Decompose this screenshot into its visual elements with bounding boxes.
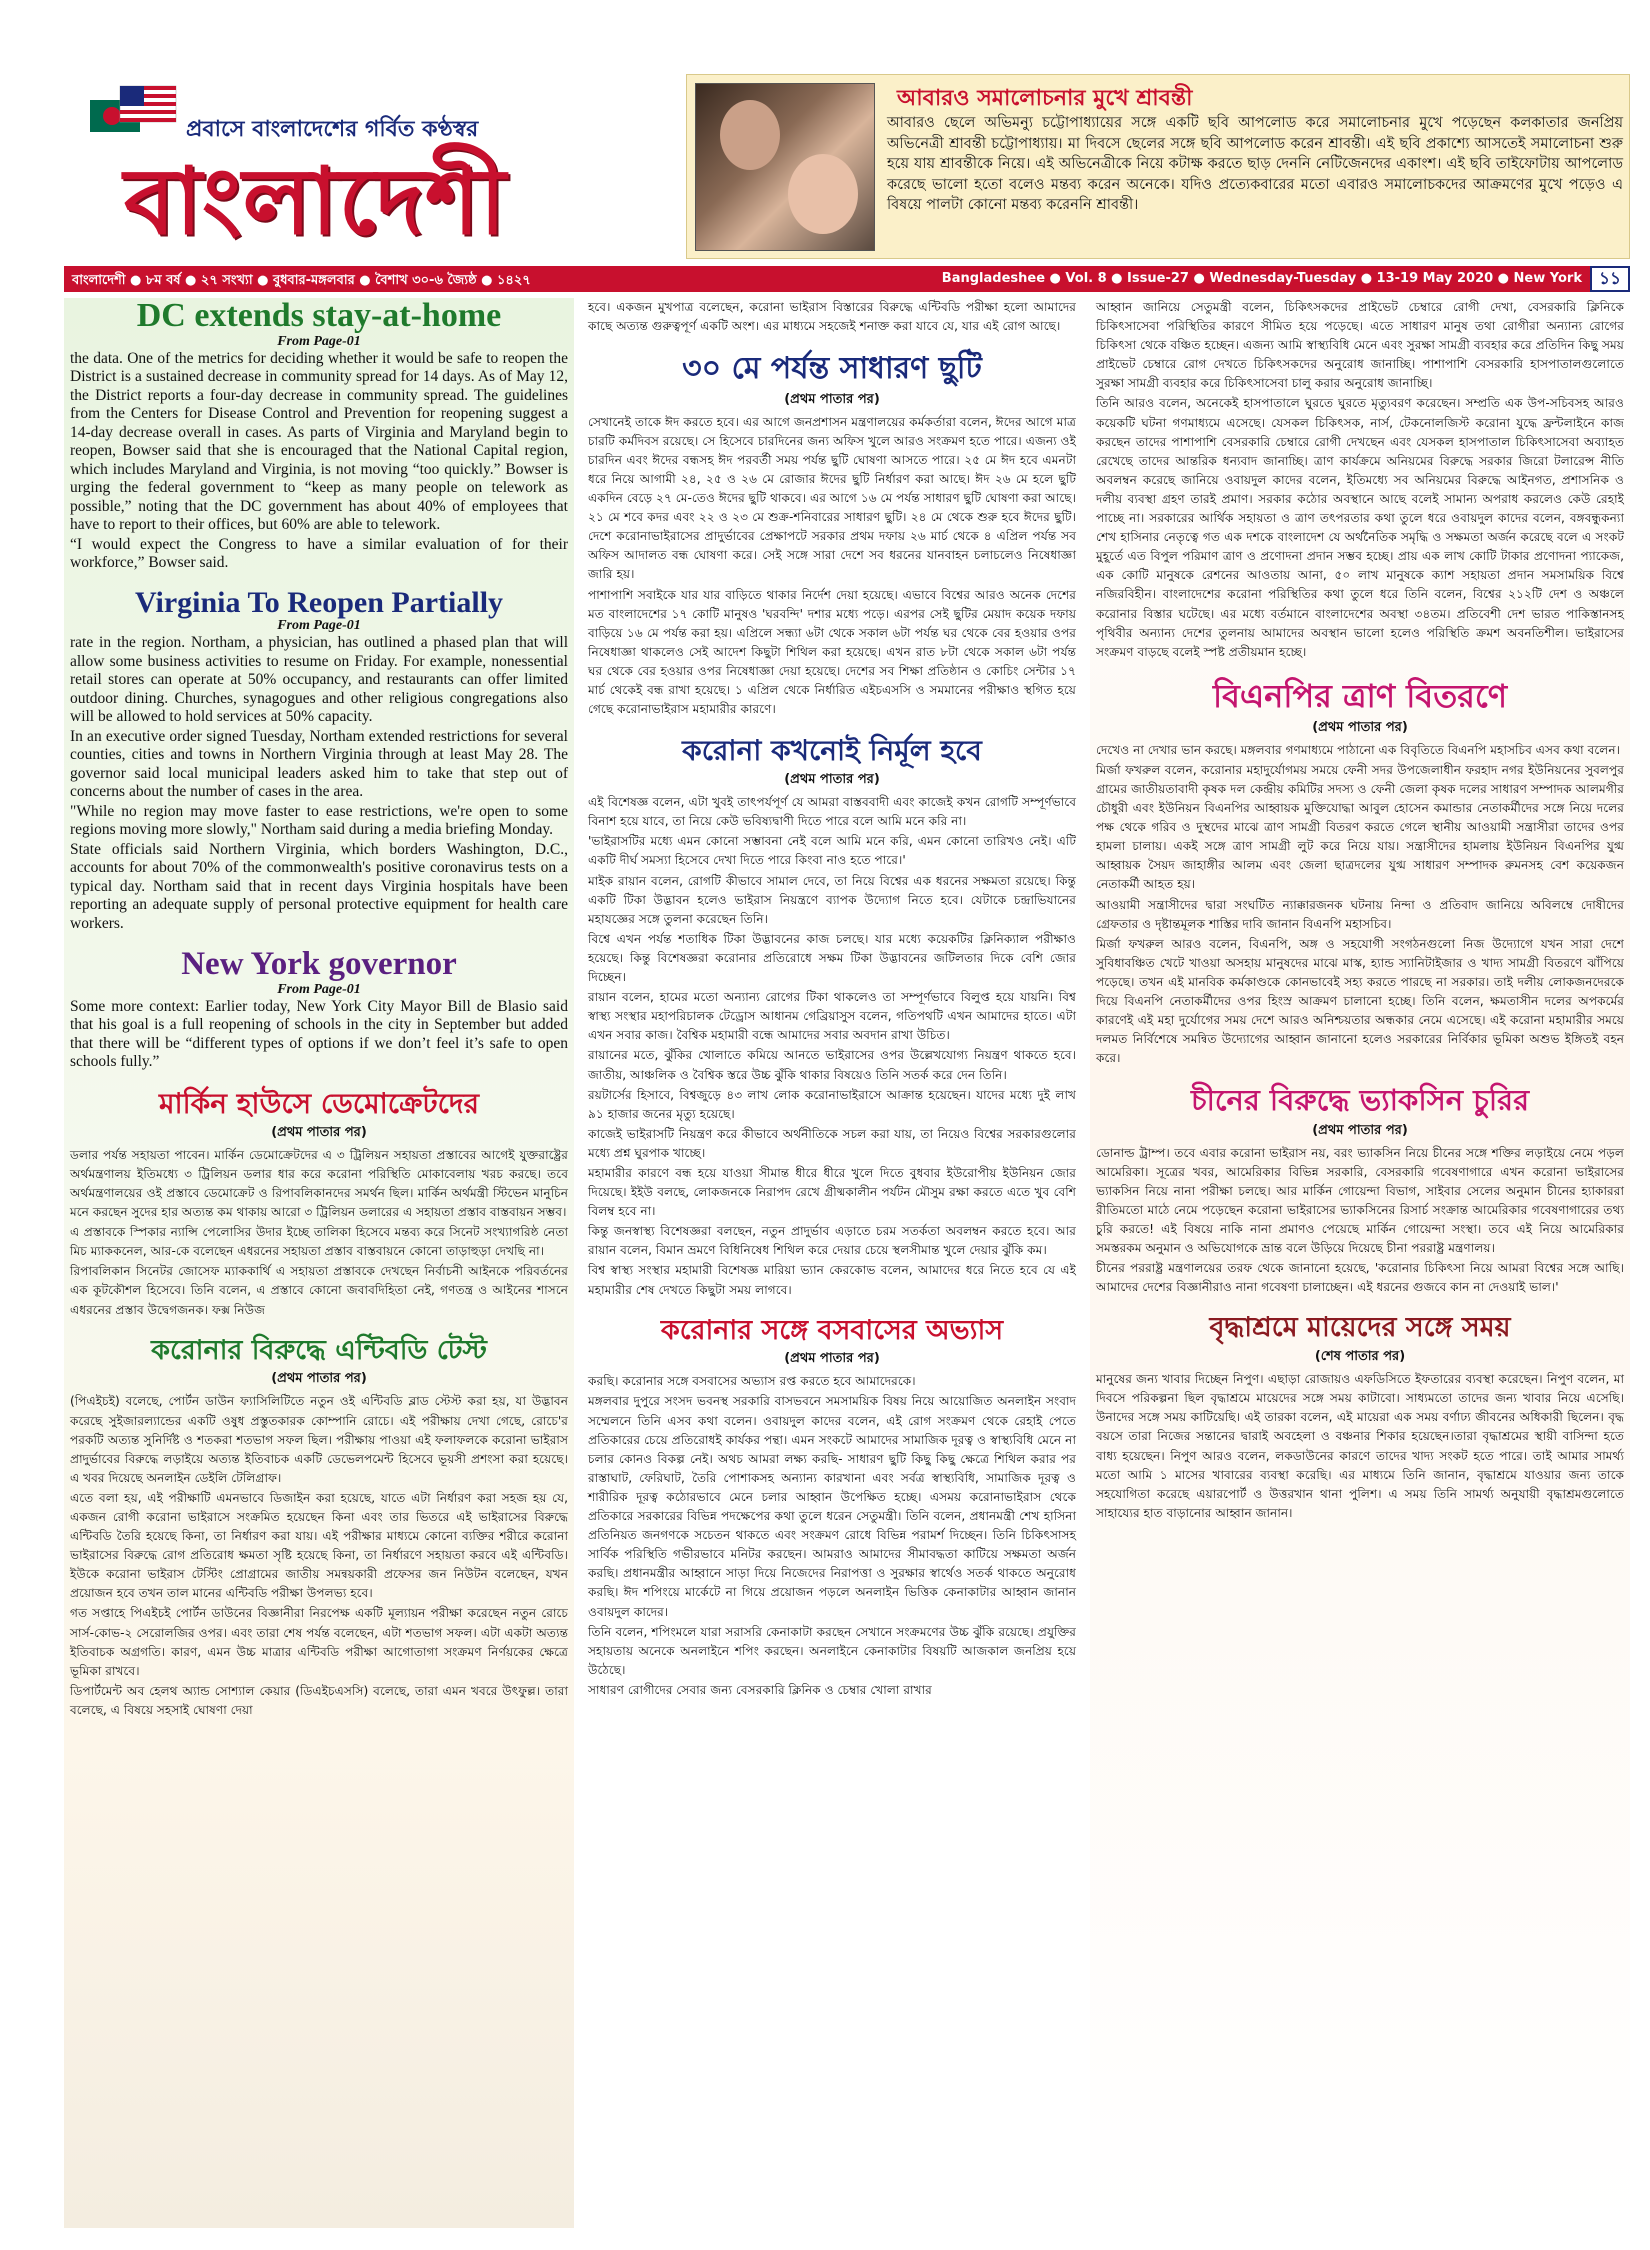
article-paragraph: বিশ্ব স্বাস্থ্য সংস্থার মহামারী বিশেষজ্ঞ মারিয়া ভ্যান কেরকোভ বলেন, আমাদের ধরে নিতে হবে যে এই মহামারীর শেষ দেখতে কিছুটা সময় লাগবে।	[588, 1263, 1076, 1297]
article-headline: New York governor	[181, 946, 457, 983]
article-paragraph: হবে। একজন মুখপাত্র বলেছেন, করোনা ভাইরাস বিস্তারের বিরুদ্ধে এন্টিবডি পরীক্ষা হলো আমাদের কাছে অত্যন্ত গুরুত্বপূর্ণ একটি অংশ। এর মাধ্যমে সহজেই শনাক্ত করা যাবে যে, যার এই রোগ আছে।	[588, 300, 1076, 334]
article-paragraph: State officials said Northern Virginia, which borders Washington, D.C., accounts for about 70% of the commonwealth's positive coronavirus tests on a typical day. Northam said that in recent days Virginia hospitals have been reporting an adequate supply of personal protective equipment for health care workers.	[70, 840, 568, 932]
article-paragraph: Some more context: Earlier today, New York City Mayor Bill de Blasio said that his goal is a full reopening of schools in the city in September but added that there will be “different types of options if we don’t feel it’s safe to open schools fully.”	[70, 997, 568, 1071]
article-paragraph: দেখেও না দেখার ভান করছে। মঙ্গলবার গণমাধ্যমে পাঠানো এক বিবৃতিতে বিএনপি মহাসচিব এসব কথা বলেন।	[1096, 742, 1620, 757]
article-paragraph: ডলার পর্যন্ত সহায়তা পাবেন। মার্কিন ডেমোক্রেটদের এ ৩ ট্রিলিয়ন সহায়তা প্রস্তাবের আগেই যুক্তরাষ্ট্রের অর্থমন্ত্রণালয় ইতিমধ্যে ৩ ট্রিলিয়ন ডলার ধার করে করোনা পরিস্থিতি মোকাবেলায় খরচ করছে। তবে অর্থমন্ত্রণালয়ের ওই প্রস্তাবে ডেমোক্রেট ও রিপাবলিকানদের সমর্থন ছিল। মার্কিন অর্থমন্ত্রী স্টিভেন মানুচিন মনে করছেন সুদের হার অত্যন্ত কম থাকায় আরো ৩ ট্রিলিয়ন ডলারের এ সহায়তা প্রস্তাব বাস্তবায়ন সম্ভব।	[70, 1147, 568, 1220]
masthead	[64, 64, 1630, 264]
article-cohabit[interactable]	[582, 1314, 1082, 1700]
article-antibody[interactable]	[64, 1334, 574, 1720]
article-headline: করোনার সঙ্গে বসবাসের অভ্যাস	[660, 1314, 1004, 1346]
article-paragraph: rate in the region. Northam, a physician, has outlined a phased plan that will allow some business activities to resume on Friday. For example, nonessential retail stores can operate at 50% occupancy, and restaurants can offer limited outdoor dining. Churches, synagogues and other religious congregations also will be allowed to hold services at 50% capacity.	[70, 634, 568, 726]
article-paragraph: 'ভাইরাসটির মধ্যে এমন কোনো সম্ভাবনা নেই বলে আমি মনে করি, এমন কোনো তারিখও নেই। এটি একটি দীর্ঘ সমস্যা হিসেবে দেখা দিতে পারে কিংবা নাও হতে পারে।'	[588, 834, 1076, 868]
article-paragraph: মানুষের জন্য খাবার দিচ্ছেন নিপুণ। এছাড়া রোজায়ও এফডিসিতে ইফতারের ব্যবস্থা করেছেন। নিপুণ বলেন, মা দিবসে পরিকল্পনা ছিল বৃদ্ধাশ্রমে মায়েদের সঙ্গে সময় কাটাবো। সাধ্যমতো তাদের জন্য খাবার নিয়ে এসেছি। উনাদের সঙ্গে সময় কাটিয়েছি। এই তারকা বলেন, এই মায়েরা এক সময় বর্ণাঢ্য জীবনের অধিকারী ছিলেন। বৃদ্ধ বয়সে তারা নিজের সন্তানের দ্বারাই অবহেলা ও বঞ্চনার শিকার হয়েছেন।তারা বৃদ্ধাশ্রমের স্থায়ী বাসিন্দা হতে বাধ্য হয়েছেন। নিপুণ আরও বলেন, লকডাউনের কারণে তাদের খাদ্য সংকট হতে পারে। তাই আমার সামর্থ্য মতো আমি ১ মাসের খাবারের ব্যবস্থা করেছি। এর মাধ্যমে তিনি জানান, বৃদ্ধাশ্রমে যাওয়ার জন্য তাকে সহযোগিতা করেছে এয়ারপোর্ট ও উত্তরখান থানা পুলিশ। এ সময় তিনি সামর্থ্য অনুযায়ী বৃদ্ধাশ্রমগুলোতে সাহায্যের হাত বাড়ানোর আহ্বান জানান।	[1096, 1372, 1624, 1520]
column-3	[1090, 298, 1630, 2228]
article-jump-line: (প্রথম পাতার পর)	[1312, 1122, 1408, 1138]
flags-icon	[90, 82, 180, 142]
article-paragraph: the data. One of the metrics for deciding whether it would be safe to reopen the District is a sustained decrease in community spread for 14 days. As of May 12, the District reports a four-day decrease in community spread. The guidelines from the Centers for Disease Control and Prevention for reopening suggest a 14-day decrease overall in cases. As parts of Virginia and Maryland begin to reopen, Bowser said that she is encouraged that the National Capital region, which includes Maryland and Virginia, is not moving “too quickly.” Bowser is urging the federal government to “keep as many people on telework as possible,” noting that the DC government has about 40% of employees that have to report to their offices, but 60% are able to telework.	[70, 349, 568, 534]
article-paragraph: "While no region may move faster to ease restrictions, we're open to some regions moving more slowly," Northam said during a media briefing Monday.	[70, 802, 568, 839]
article-whitehouse[interactable]	[64, 1086, 574, 1320]
article-paragraph: রয়টার্সের হিসাবে, বিশ্বজুড়ে ৪৩ লাখ লোক করোনাভাইরাসে আক্রান্ত হয়েছেন। যাদের মধ্যে দুই লাখ ৯১ হাজার জনের মৃত্যু হয়েছে।	[588, 1087, 1076, 1121]
article-cohabit-continued[interactable]	[1090, 298, 1630, 662]
article-paragraph: মির্জা ফখরুল বলেন, করোনার মহাদুর্যোগময় সময়ে ফেনী সদর উপজেলাধীন ফরহাদ নগর ইউনিয়নের সুবলপুর গ্রামের জাতীয়তাবাদী কৃষক দল কেন্দ্রীয় কমিটির সদস্য ও ফেনী জেলা কৃষক দলের সাধারণ সম্পাদক আলমগীর চৌধুরী এবং ইউনিয়ন বিএনপির আহ্বায়ক মুক্তিযোদ্ধা আবুল হোসেন কমান্ডার নেতাকর্মীদের সঙ্গে নিয়ে দলের পক্ষ থেকে গরিব ও দুস্থদের মাঝে ত্রাণ সামগ্রী বিতরণ করতে গেলে স্থানীয় আওয়ামী সন্ত্রাসীরা তাদের ওপর হামলা চালায়। একই সঙ্গে ত্রাণ সামগ্রী লুট করে নিয়ে যায়। সন্ত্রাসীদের হামলায় ইউনিয়ন বিএনপির যুগ্ম আহ্বায়ক সৈয়দ জাহাঙ্গীর আলম এবং জেলা ছাত্রদলের যুগ্ম সাধারণ সম্পাদক রুমনসহ বেশ কয়েকজন নেতাকর্মী আহত হয়।	[1096, 762, 1624, 892]
article-paragraph: মঙ্গলবার দুপুরে সংসদ ভবনস্থ সরকারি বাসভবনে সমসাময়িক বিষয় নিয়ে আয়োজিত অনলাইন সংবাদ সম্মেলনে তিনি এসব কথা বলেন। ওবায়দুল কাদের বলেন, এই রোগ সংক্রমণ থেকে রেহাই পেতে প্রতিকারের চেয়ে প্রতিরোধই কার্যকর পন্থা। এমন সংকটে আমাদের সামাজিক দূরত্ব ও স্বাস্থ্যবিধি মেনে না চলার কোনও বিকল্প নেই। অথচ আমরা লক্ষ্য করছি- সাধারণ ছুটি কিছু কিছু ক্ষেত্রে শিথিল করার পর রাস্তাঘাট, ফেরিঘাট, তৈরি পোশাকসহ অন্যান্য কারখানা এবং সর্বত্র স্বাস্থ্যবিধি, সামাজিক দূরত্ব ও শারীরিক দূরত্ব কঠোরভাবে মেনে চলার আহ্বান উপেক্ষিত হচ্ছে। এসময় করোনাভাইরাস থেকে প্রতিকারে সরকারের বিভিন্ন পদক্ষেপের কথা তুলে ধরেন সেতুমন্ত্রী। তিনি বলেন, প্রধানমন্ত্রী শেখ হাসিনা প্রতিনিয়ত জনগণকে সচেতন থাকতে এবং সংক্রমণ রোধে বিভিন্ন পরামর্শ দিচ্ছেন। তিনি চিকিৎসাসহ সার্বিক পরিস্থিতি গভীরভাবে মনিটর করছেন। আমরাও আমাদের সীমাবদ্ধতা কাটিয়ে সক্ষমতা অর্জন করছি। প্রধানমন্ত্রীর আহ্বানে সাড়া দিয়ে নিজেদের নিরাপত্তা ও সুরক্ষার স্বার্থেও সতর্ক থাকতে অনুরোধ করছি। ঈদ শপিংয়ে মার্কেটে না গিয়ে প্রয়োজন পড়লে অনলাইন ভিত্তিক কেনাকাটার আহ্বান জানান ওবায়দুল কাদের।	[588, 1394, 1076, 1619]
article-headline: বৃদ্ধাশ্রমে মায়েদের সঙ্গে সময়	[1209, 1312, 1511, 1344]
article-headline: মার্কিন হাউসে ডেমোক্রেটদের	[158, 1086, 480, 1120]
date-bar-bengali: বাংলাদেশী ● ৮ম বর্ষ ● ২৭ সংখ্যা ● বুধবার-মঙ্গলবার ● বৈশাখ ৩০-৬ জ্যৈষ্ঠ ● ১৪২৭	[72, 273, 531, 288]
article-dc[interactable]	[64, 298, 574, 573]
article-paragraph: রায়ান বলেন, হামের মতো অন্যান্য রোগের টিকা থাকলেও তা সম্পূর্ণভাবে বিলুপ্ত হয়ে যায়নি। বিশ্ব স্বাস্থ্য সংস্থার মহাপরিচালক টেড্রোস আধানম গেব্রিয়াসুস বলেন, গতিপথটি এখন আমাদের হাতে। এটা এখন সবার কাজ। বৈশ্বিক মহামারী বন্ধে আমাদের সবার অবদান রাখা উচিত।	[588, 990, 1076, 1043]
newspaper-logo[interactable]	[64, 64, 654, 264]
article-china[interactable]	[1090, 1082, 1630, 1297]
article-jump-line: (প্রথম পাতার পর)	[784, 391, 880, 407]
logo-wordmark: বাংলাদেশী	[124, 148, 507, 255]
article-headline: DC extends stay-at-home	[136, 298, 502, 334]
person-photo-icon	[720, 100, 780, 170]
article-paragraph: আহ্বান জানিয়ে সেতুমন্ত্রী বলেন, চিকিৎসকদের প্রাইভেট চেম্বারে রোগী দেখা, বেসরকারি ক্লিনিকে চিকিৎসাসেবা পরিস্থিতির কারণে সীমিত হয়ে পড়েছে। এতে সাধারণ মানুষ তথা রোগীরা অন্যান্য রোগের চিকিৎসা থেকে বঞ্চিত হচ্ছেন। এজন্য আমি স্বাস্থ্যবিধি মেনে এবং সুরক্ষা সামগ্রী ব্যবহার করে প্রতিদিন কিছু সময় প্রাইভেট চেম্বারে রোগ দেখতে চিকিৎসকদের অনুরোধ জানাচ্ছি। পাশাপাশি বেসরকারি হাসপাতালগুলোতে সুরক্ষা সামগ্রী ব্যবহার করে চিকিৎসাসেবা চালু করার অনুরোধ জানাচ্ছি।	[1096, 300, 1624, 391]
header-story-headline: আবারও সমালোচনার মুখে শ্রাবন্তী	[897, 86, 1193, 111]
article-jump-line: (প্রথম পাতার পর)	[271, 1124, 367, 1140]
header-story-box[interactable]	[686, 74, 1630, 259]
article-paragraph: সাধারণ রোগীদের সেবার জন্য বেসরকারি ক্লিনিক ও চেম্বার খোলা রাখার	[588, 1682, 932, 1697]
article-never-end[interactable]	[582, 733, 1082, 1299]
article-paragraph: রিপাবলিকান সিনেটর জোসেফ ম্যাককার্থি এ সহায়তা প্রস্তাবকে দেখছেন নির্বাচনী আইনকে পরিবর্তনের এক কূটকৌশল হিসেবে। তিনি বলেন, এ প্রস্তাবে কোনো জবাবদিহিতা নেই, গণতন্ত্র ও আইনের শাসনে এধরনের প্রস্তাব উদ্বেগজনক। ফক্স নিউজ	[70, 1264, 568, 1317]
article-jump-line: (প্রথম পাতার পর)	[784, 1351, 880, 1367]
article-jump-line: (প্রথম পাতার পর)	[784, 772, 880, 788]
article-paragraph: In an executive order signed Tuesday, Northam extended restrictions for several counties, cities and towns in Northern Virginia through at least May 28. The governor said local municipal leaders asked him to take that step out of concerns about the number of cases in the area.	[70, 727, 568, 801]
article-paragraph: বিশ্বে এখন পর্যন্ত শতাধিক টিকা উদ্ভাবনের কাজ চলছে। যার মধ্যে কয়েকটির ক্লিনিক্যাল পরীক্ষাও হয়েছে। কিন্তু বিশেষজ্ঞরা করোনার প্রতিরোধে সক্ষম টিকা উদ্ভাবনের জটিলতার দিকে বেশি জোর দিচ্ছেন।	[588, 931, 1076, 985]
article-paragraph: গত সপ্তাহে পিএইচই পোর্টন ডাউনের বিজ্ঞানীরা নিরপেক্ষ একটি মূল্যায়ন পরীক্ষা করেছেন নতুন রোচে সার্স-কোভ-২ সেরোলজির ওপর। এবং তারা শেষ পর্যন্ত বলেছেন, এটা শতভাগ সফল। এটা একটা অত্যন্ত ইতিবাচক অগ্রগতি। কারণ, এমন উচ্চ মাত্রার এন্টিবডি পরীক্ষা আগোতাগা সংক্রমণ নির্ণয়কের ক্ষেত্রে ভূমিকা রাখবে।	[70, 1606, 568, 1678]
article-paragraph: এই বিশেষজ্ঞ বলেন, এটা খুবই তাৎপর্যপূর্ণ যে আমরা বাস্তববাদী এবং কাজেই কখন রোগটি সম্পূর্ণভাবে বিনাশ হয়ে যাবে, তা নিয়ে কেউ ভবিষ্যদ্বাণী দিতে পারে বলে আমি মনে করি না।	[588, 795, 1076, 829]
article-headline: ৩০ মে পর্যন্ত সাধারণ ছুটি	[682, 351, 982, 387]
article-paragraph: সেখানেই তাকে ঈদ করতে হবে। এর আগে জনপ্রশাসন মন্ত্রণালয়ের কর্মকর্তারা বলেন, ঈদের আগে মাত্র চারটি কর্মদিবস রয়েছে। সে হিসেবে চারদিনের জন্য অফিস খুলে আরও সংক্রমণ হতে পারে। এজন্য ওই চারদিন এবং ঈদের বন্ধসহ ঈদ পরবর্তী সময় পর্যন্ত ছুটি ঘোষণা আসতে পারে। ২৫ মে ঈদ হবে এমনটা ধরে নিয়ে আগামী ২৪, ২৫ ও ২৬ মে রোজার ঈদের ছুটি নির্ধারণ করা আছে। ঈদ ২৬ মে হলে ছুটি একদিন বেড়ে ২৭ মে-তেও ঈদের ছুটি থাকবে। এর আগে ১৬ মে পর্যন্ত সাধারণ ছুটি ঘোষণা করা আছে। ২১ মে শবে কদর এবং ২২ ও ২৩ মে শুক্র-শনিবারের সাধারণ ছুটি। ২৪ মে থেকে শুরু হবে ঈদের ছুটি। দেশে করোনাভাইরাসের প্রাদুর্ভাবের প্রেক্ষাপটে সরকার প্রথম দফায় ২৬ মার্চ থেকে ৪ এপ্রিল পর্যন্ত সব অফিস আদালত বন্ধ ঘোষণা করে। সেই সঙ্গে সারা দেশে সব ধরনের যানবাহন চলাচলেও নিষেধাজ্ঞা জারি হয়।	[588, 414, 1076, 582]
article-paragraph: করছি। করোনার সঙ্গে বসবাসের অভ্যাস রপ্ত করতে হবে আমাদেরকে।	[588, 1374, 916, 1389]
article-paragraph: চীনের পররাষ্ট্র মন্ত্রণালয়ের তরফ থেকে জানানো হয়েছে, 'করোনার চিকিৎসা নিয়ে আমরা বিশ্বের সঙ্গে আছি। আমাদের দেশের বিজ্ঞানীরাও নানা গবেষণা চালাচ্ছেন। এই ধরনের গুজবে কান না দেওয়াই ভাল।'	[1096, 1261, 1624, 1295]
article-paragraph: মাইক রায়ান বলেন, রোগটি কীভাবে সামাল দেবে, তা নিয়ে বিশ্বের এক ধরনের সক্ষমতা রয়েছে। কিন্তু একটি টিকা উদ্ভাবন হলেও ভাইরাস নিয়ন্ত্রণে ব্যাপক উদ্যোগ নিতে হবে। যেটাকে চন্দ্রাভিযানের মহাযজ্ঞের সঙ্গে তুলনা করেছেন তিনি।	[588, 873, 1076, 926]
header-story-body: আবারও ছেলে অভিমন্যু চট্টোপাধ্যায়ের সঙ্গে একটি ছবি আপলোড করে সমালোচনার মুখে পড়েছেন কলকাতার জনপ্রিয় অভিনেত্রী শ্রাবন্তী চট্টোপাধ্যায়। মা দিবসে ছেলের সঙ্গে ছবি আপলোড করেন শ্রাবন্তী। এই ছবি প্রকাশ্যে আসতেই সমালোচনা শুরু হয়ে যায় শ্রাবন্তীকে নিয়ে। এই অভিনেত্রীকে নিয়ে কটাক্ষ করতে ছাড় দেননি নেটিজেনদের একাংশ। এই ছবি তাইফোটায় আপলোড করেছে ভালো হতো বলেও মন্তব্য করেন অনেকে। যদিও প্রত্যেকবারের মতো এবারও সমালোচকদের আক্রমণের মুখে পড়েও এ বিষয়ে পালটা কোনো মন্তব্য করেননি শ্রাবন্তী।	[887, 115, 1623, 213]
article-paragraph: “I would expect the Congress to have a similar evaluation of for their workforce,” Bowser said.	[70, 535, 568, 572]
article-jump-line: From Page-01	[277, 618, 361, 634]
article-headline: করোনার বিরুদ্ধে এন্টিবডি টেস্ট	[151, 1334, 487, 1366]
article-paragraph: পাশাপাশি সবাইকে যার যার বাড়িতে থাকার নির্দেশ দেয়া হয়েছে। এভাবে বিশ্বের আরও অনেক দেশের মত বাংলাদেশের ১৭ কোটি মানুষও 'ঘরবন্দি' দশার মধ্যে পড়ে। এরপর সেই ছুটির মেয়াদ কয়েক দফায় বাড়িয়ে ১৬ মে পর্যন্ত করা হয়। এপ্রিলে সন্ধ্যা ৬টা থেকে সকাল ৬টা পর্যন্ত ঘর থেকে বের হওয়ার ওপর নিষেধাজ্ঞা থাকলেও সেই আদেশ কিছুটা শিথিল করা হয়েছে। এখন রাত ৮টা থেকে সকাল ৬টা পর্যন্ত ঘর থেকে বের হওয়ার ওপর নিষেধাজ্ঞা দেয়া হয়েছে। দেশের সব শিক্ষা প্রতিষ্ঠান ও কোচিং সেন্টার ১৭ মার্চ থেকেই বন্ধ রাখা হয়েছে। ১ এপ্রিল থেকে নির্ধারিত এইচএসসি ও সমমানের পরীক্ষাও স্থগিত হয়ে গেছে করোনাভাইরাস মহামারীর কারণে।	[588, 587, 1076, 717]
article-paragraph: আওয়ামী সন্ত্রাসীদের দ্বারা সংঘটিত ন্যাক্কারজনক ঘটনায় নিন্দা ও প্রতিবাদ জানিয়ে অবিলম্বে দোষীদের গ্রেফতার ও দৃষ্টান্তমূলক শাস্তির দাবি জানান বিএনপি মহাসচিব।	[1096, 897, 1624, 931]
article-jump-line: From Page-01	[277, 333, 361, 349]
article-paragraph: তিনি আরও বলেন, অনেকেই হাসপাতালে ঘুরতে ঘুরতে মৃত্যুবরণ করেছেন। সম্প্রতি এক উপ-সচিবসহ আরও কয়েকটি ঘটনা গণমাধ্যমে এসেছে। যেসকল চিকিৎসক, নার্স, টেকনোলজিস্ট করোনা যুদ্ধে ফ্রন্টলাইনে কাজ করছেন তাদের পাশাপাশি বেসরকারি চেম্বারে রোগী দেখছেন এবং যেসকল হাসপাতাল চিকিৎসাসেবা অব্যাহত রেখেছে তাদের আন্তরিক ধন্যবাদ জানাচ্ছি। ত্রাণ কার্যক্রমে অনিয়মের বিরুদ্ধে সরকার জিরো টলারেন্স নীতি অবলম্বন করেছে জানিয়ে ওবায়দুল কাদের বলেন, ইতিমধ্যে সব অনিয়মের বিরুদ্ধে আইনগত, প্রশাসনিক ও দলীয় ব্যবস্থা গ্রহণ তারই প্রমাণ। সরকার কঠোর অবস্থানে আছে বলেই সামান্য অপরাধ করলেও কেউ রেহাই পাচ্ছে না। সরকারের আর্থিক সহায়তা ও ত্রাণ তৎপরতার কথা তুলে ধরে ওবায়দুল কাদের বলেন, বঙ্গবন্ধুকন্যা শেখ হাসিনার নেতৃত্বে গত এক দশকে বাংলাদেশ যে অর্থনৈতিক সমৃদ্ধি ও সক্ষমতা অর্জন করেছে বলে এ সংকট মুহূর্তে এত বিপুল পরিমাণ ত্রাণ ও প্রণোদনা প্রদান সম্ভব হচ্ছে। প্রায় এক লাখ কোটি টাকার প্রণোদনা প্যাকেজ, এক কোটি মানুষকে রেশনের আওতায় আনা, ৫০ লাখ মানুষকে ক্যাশ সহায়তা প্রদান সমসাময়িক বিশ্বে নজিরবিহীন। বাংলাদেশের করোনা পরিস্থিতির কথা তুলে ধরে তিনি বলেন, বিশ্বের ২১২টি দেশ ও অঞ্চলে করোনার বিস্তার ঘটেছে। এর মধ্যে বর্তমানে বাংলাদেশের অবস্থা ৩৪তম। প্রতিবেশী দেশ ভারত পাকিস্তানসহ পৃথিবীর অন্যান্য দেশের তুলনায় আমাদের অবস্থান ভালো হলেও পরিস্থিতি ক্রমশ অবনতিশীল। ভাইরাসের সংক্রমণ বাড়ছে বলেই স্পষ্ট প্রতীয়মান হচ্ছে।	[1096, 396, 1624, 659]
article-headline: চীনের বিরুদ্ধে ভ্যাকসিন চুরির	[1190, 1083, 1530, 1118]
article-bnp[interactable]	[1090, 676, 1630, 1069]
article-paragraph: (পিএইচই) বলেছে, পোর্টন ডাউন ফ্যাসিলিটিতে নতুন ওই এন্টিবডি ব্লাড স্টেস্ট করা হয়, যা উদ্ভাবন করেছে সুইজারল্যান্ডের একটি ওষুধ প্রস্তুতকারক কোম্পানি রোচে। এই পরীক্ষায় দেখা গেছে, রোচে'র পরকটি অত্যন্ত সুনির্দিষ্ট ও শতকরা শতভাগ সফল ছিল। পরীক্ষায় পাওয়া এই ফলাফলকে করোনা ভাইরাস প্রাদুর্ভাবের বিরুদ্ধে লড়াইয়ে অত্যন্ত ইতিবাচক একটি ডেভেলপমেন্ট হিসেবে ভূয়সী প্রশংসা করা হয়েছে। এ খবর দিয়েছে অনলাইন ডেইলি টেলিগ্রাফ।	[70, 1394, 568, 1485]
article-antibody-continued[interactable]	[582, 298, 1082, 336]
page-number: ১১	[1590, 266, 1630, 292]
article-paragraph: কাজেই ভাইরাসটি নিয়ন্ত্রণ করে কীভাবে অর্থনীতিকে সচল করা যায়, তা নিয়েও বিশ্বের সরকারগুলোর মধ্যে প্রশ্ন ঘুরপাক খাচ্ছে।	[588, 1126, 1076, 1160]
article-jump-line: (শেষ পাতার পর)	[1314, 1349, 1406, 1365]
article-paragraph: মির্জা ফখরুল আরও বলেন, বিএনপি, অঙ্গ ও সহযোগী সংগঠনগুলো নিজ উদ্যোগে যখন সারা দেশে সুবিধাবঞ্চিত খেটে খাওয়া অসহায় মানুষদের মাঝে মাস্ক, হ্যান্ড স্যানিটাইজার ও খাদ্য সামগ্রী বিতরণে ঝাঁপিয়ে পড়েছে। তখন এই মানবিক কর্মকাণ্ডকে কোনভাবেই সহ্য করতে পারছে না সরকার। তাই দলীয় লোকজনদেরকে দিয়ে বিএনপি নেতাকর্মীদের ওপর হিংস্র আক্রমণ চালানো হচ্ছে। তিনি বলেন, ক্ষমতাসীন দলের অপকর্মের কারণেই এই মহা দুর্যোগের সময় দেশে আরও অনিশ্চয়তার অন্ধকার নেমে এসেছে। এই করোনা মহামারীর সময়ে দলমত নির্বিশেষে সমন্বিত উদ্যোগের আহ্বান জানানো হলেও সরকারের নির্বিকার ভূমিকা অশুভ ইঙ্গিতই বহন করে।	[1096, 936, 1624, 1066]
article-paragraph: এ প্রস্তাবকে স্পিকার ন্যান্সি পেলোসির উদার ইচ্ছে তালিকা হিসেবে মন্তব্য করে সিনেট সংখ্যাগরিষ্ঠ নেতা মিচ ম্যাককনেল, আর-কে বলেছেন এধরনের সহায়তা প্রস্তাব বাস্তবায়নে কোনো তাড়াহুড়া দেখছি না।	[70, 1225, 568, 1259]
article-oldage-home[interactable]	[1090, 1311, 1630, 1523]
article-paragraph: কিন্তু জনস্বাস্থ্য বিশেষজ্ঞরা বলছেন, নতুন প্রাদুর্ভাব এড়াতে চরম সতর্কতা অবলম্বন করতে হবে। আর রায়ান বলেন, বিমান ভ্রমণে বিধিনিষেধ শিথিল করে দেয়ার চেয়ে স্থলসীমান্ত খুলে দেয়ার ঝুঁকি কম।	[588, 1224, 1076, 1258]
article-newyork[interactable]	[64, 947, 574, 1072]
person-photo-icon	[788, 154, 858, 234]
article-paragraph: এতে বলা হয়, এই পরীক্ষাটি এমনভাবে ডিজাইন করা হয়েছে, যাতে এটা নির্ধারণ করা সহজ হয় যে, একজন রোগী করোনা ভাইরাসে সংক্রমিত হয়েছেন কিনা এবং তার ভিতরে এই ভাইরাসের বিরুদ্ধে এন্টিবডি তৈরি হয়েছে কিনা, তা নির্ধারণ করা যায়। এই পরীক্ষার মাধ্যমে কোনো ব্যক্তির শরীরে করোনা ভাইরাসের বিরুদ্ধে রোগ প্রতিরোধ ক্ষমতা সৃষ্টি হয়েছে কিনা, তা নির্ধারণে সহায়তা করবে এই এন্টিবডি। ইউকে করোনা ভাইরাস টেস্টিং প্রোগ্রামের জাতীয় সমন্বয়কারী প্রফেসর জন নিউটন বলেছেন, যখন প্রয়োজন হবে তখন তাল মানের এন্টিবডি পরীক্ষা উপলভ্য হবে।	[70, 1490, 568, 1601]
column-2	[582, 298, 1082, 2228]
article-headline: করোনা কখনোই নির্মূল হবে	[682, 734, 982, 768]
article-paragraph: রায়ানের মতে, ঝুঁকির খোলাতে কমিয়ে আনতে ভাইরাসের ওপর উল্লেখযোগ্য নিয়ন্ত্রণ থাকতে হবে। জাতীয়, আঞ্চলিক ও বৈশ্বিক স্তরে উচ্চ ঝুঁকি থাকার বিষয়েও তিনি সতর্ক করে দেন তিনি।	[588, 1048, 1076, 1082]
article-paragraph: তিনি বলেন, শপিংমলে যারা সরাসরি কেনাকাটা করছেন সেখানে সংক্রমণের উচ্চ ঝুঁকি রয়েছে। প্রযুক্তির সহায়তায় অনেকে অনলাইনে শপিং করছেন। অনলাইনে কেনাকাটার বিষয়টি আজকাল জনপ্রিয় হয়ে উঠেছে।	[588, 1624, 1076, 1677]
article-paragraph: মহামারীর কারণে বন্ধ হয়ে যাওয়া সীমান্ত ধীরে ধীরে খুলে দিতে বুধবার ইউরোপীয় ইউনিয়ন জোর দিয়েছে। ইইউ বলছে, লোকজনকে নিরাপদ রেখে গ্রীষ্মকালীন পর্যটন মৌসুম রক্ষা করতে এতে খুব বেশি বিলম্ব হবে না।	[588, 1165, 1076, 1219]
article-headline: বিএনপির ত্রাণ বিতরণে	[1212, 676, 1508, 715]
date-bar	[64, 266, 1630, 292]
article-jump-line: From Page-01	[277, 981, 361, 997]
article-virginia[interactable]	[64, 587, 574, 934]
article-holiday[interactable]	[582, 350, 1082, 719]
article-paragraph: ডিপার্টমেন্ট অব হেলথ অ্যান্ড সোশ্যাল কেয়ার (ডিএইচএসসি) বলেছে, তারা এমন খবরে উৎফুল্ল। তারা বলেছে, এ বিষয়ে সহসাই ঘোষণা দেয়া	[70, 1683, 568, 1717]
column-1	[64, 298, 574, 2228]
article-paragraph: ডোনাল্ড ট্রাম্প। তবে এবার করোনা ভাইরাস নয়, বরং ভ্যাকসিন নিয়ে চীনের সঙ্গে শক্তির লড়াইয়ে নেমে পড়ল আমেরিকা। সূত্রের খবর, আমেরিকার বিভিন্ন সরকারি, বেসরকারি গবেষণাগারে এখন করোনা ভাইরাসের ভ্যাকসিন নিয়ে নানা পরীক্ষা চলছে। আর মার্কিন গোয়েন্দা বিভাগ, সাইবার সেলের অনুমান চীনের হ্যাকাররা রীতিমতো মাঠে নেমে পড়েছেন করোনা ভাইরাসের ভ্যাকসিনের রিসার্চ সংক্রান্ত আমেরিকার গবেষণাগারের তথ্য চুরি করতে! এই বিষয়ে নাকি নানা প্রমাণও পেয়েছে মার্কিন গোয়েন্দা সংস্থা। তবে এই নিয়ে আমেরিকার সমস্তরকম অনুমান ও অভিযোগকে ভ্রান্ত বলে উড়িয়ে দিয়েছে চীনা পররাষ্ট্র মন্ত্রণালয়।	[1096, 1145, 1624, 1256]
tagline: প্রবাসে বাংলাদেশের গর্বিত কণ্ঠস্বর	[186, 117, 479, 142]
article-jump-line: (প্রথম পাতার পর)	[1312, 719, 1408, 735]
header-story-photo	[695, 83, 875, 251]
article-jump-line: (প্রথম পাতার পর)	[271, 1371, 367, 1387]
article-headline: Virginia To Reopen Partially	[134, 585, 504, 619]
date-bar-english: Bangladeshee ● Vol. 8 ● Issue-27 ● Wednesday-Tuesday ● 13-19 May 2020 ● New York	[941, 271, 1582, 286]
